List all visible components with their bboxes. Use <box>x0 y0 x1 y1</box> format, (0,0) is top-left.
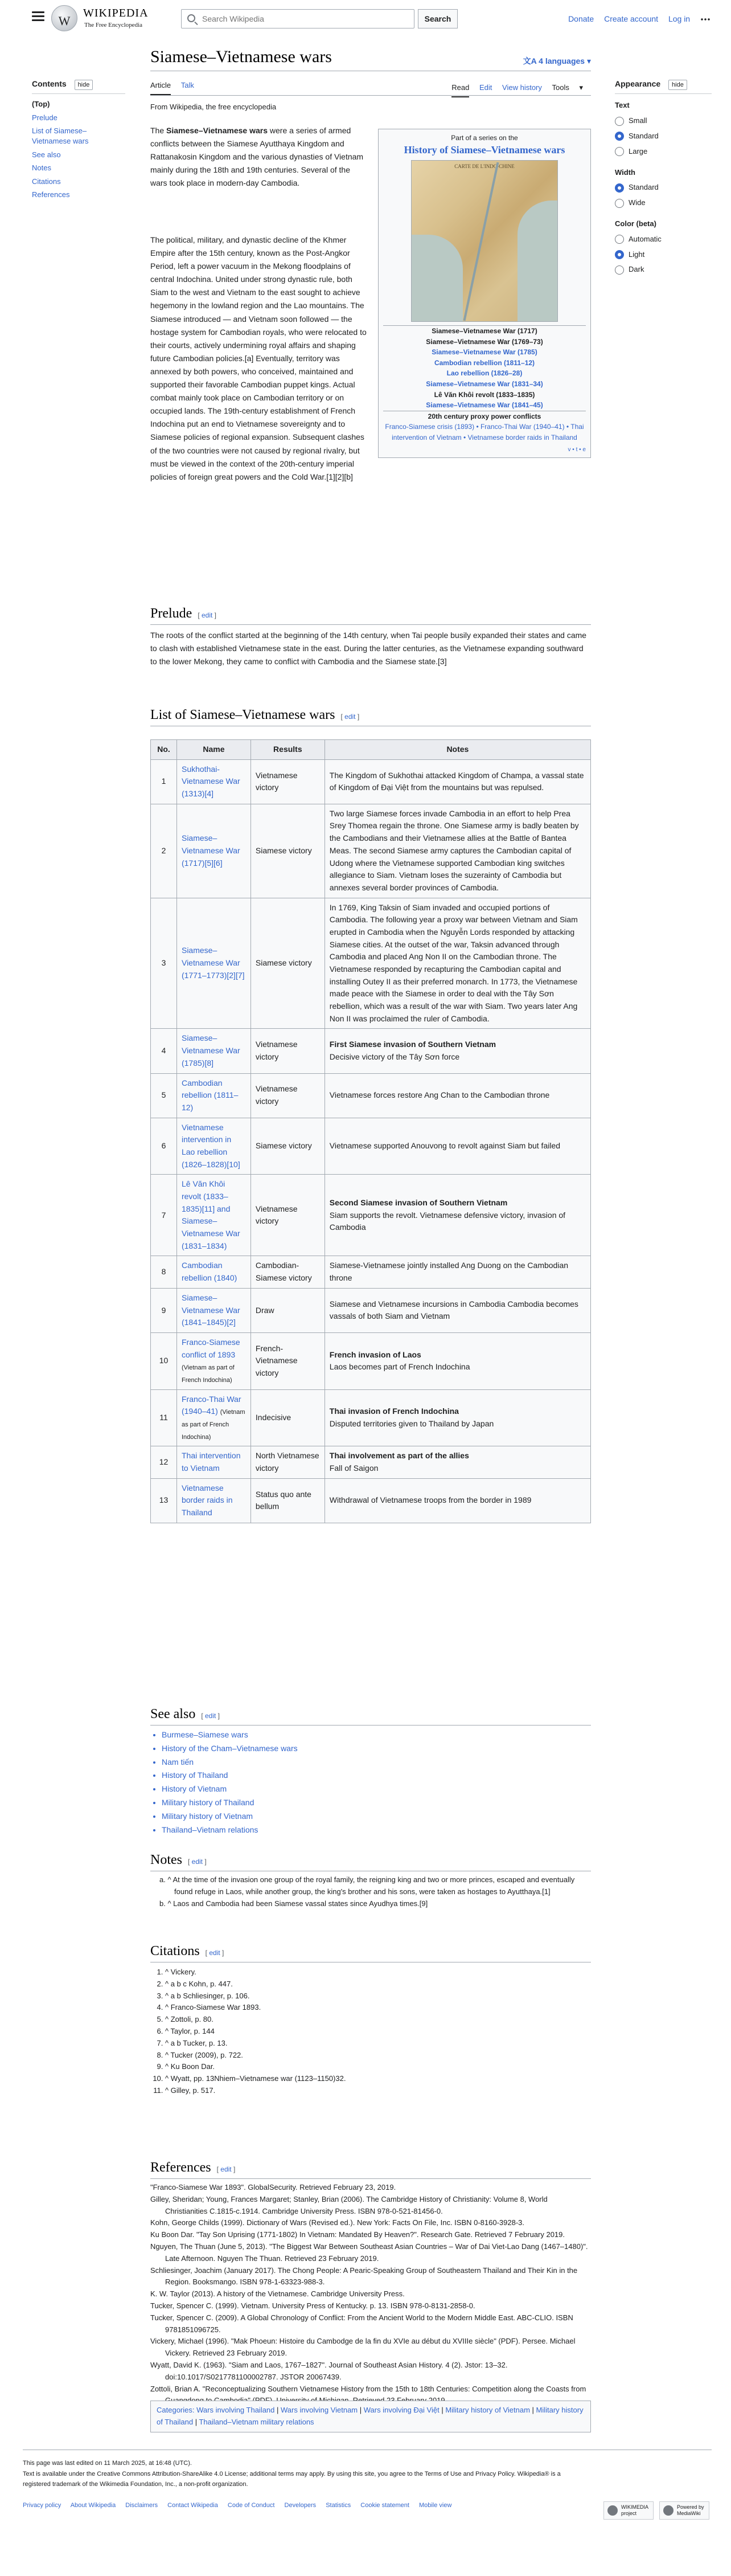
intro-paragraph-2: The political, military, and dynastic decline of the Khmer Empire after the 15th century, known as the Post-Angkor Period, left a power vacuum in the Mekong floodplains of central Indochina. United under strong dynastic rule, both Siam to the west and Vietnam to the east sought to achieve hegemony in the lowland region and the Lao mountains. The Siamese introduced — and Vietnam soon followed — the hostage system for Cambodian royals, who were relocated to their courts, actively undermining royal affairs and shaping future Cambodian policies.[a] Eventually, territory was annexed by both powers, who conceived, maintained and supported their favorable Cambodian puppet kings. Actual combat mainly took place on Cambodian territory or on occupied lands. The 19th-century establishment of French Indochina put an end to Vietnamese sovereignty and to Siamese policies of regional expansion. Subsequent clashes of the two countries were not caused by regional rivalry, but must be viewed in the context of the 20th-century imperial policies of foreign great powers and the Cold War.[1][2][b] <box>150 235 367 481</box>
footer-link[interactable]: Developers <box>284 2502 317 2509</box>
footer-link[interactable]: Disclaimers <box>125 2502 158 2509</box>
wordmark[interactable]: WIKIPEDIA <box>83 7 149 19</box>
toc-item-notes[interactable]: Notes <box>32 163 51 173</box>
footer-link[interactable]: Mobile view <box>418 2502 452 2509</box>
infobox-map-image[interactable] <box>411 160 558 322</box>
notes-text: In 1769, King Taksin of Siam invaded and occupied portions of Cambodia. The following year a proxy war between Vietnam and Siam erupted in Cambodia when the Nguyễn Lords responded by attacking Siamese cities. At the outset of the war, Taksin advanced through Cambodia and placed Ang Non II on the Cambodian throne. The Vietnamese responded by recapturing the Cambodian capital and installing Outey II as their preferred monarch. In 1773, the Vietnamese made peace with the Siamese in order to deal with the Tây Sơn rebellion, which was a result of the war with Siam. Two years later Ang Non II was proclaimed the ruler of Cambodia. <box>329 902 578 1023</box>
table-row <box>151 1073 591 1118</box>
notes-bold: Second Siamese invasion of Southern Vietnam <box>329 1197 508 1207</box>
see-also-link[interactable]: • Military history of Vietnam <box>162 1810 298 1823</box>
cell-result: Siamese victory <box>250 898 325 1029</box>
toc-item-top[interactable]: (Top) <box>32 100 50 109</box>
language-button[interactable]: 文A 4 languages ▾ <box>523 56 591 66</box>
see-also-link[interactable]: • History of Vietnam <box>162 1782 298 1796</box>
citation-item: 5. ^ Zottoli, p. 80. <box>165 2014 346 2026</box>
tab-edit[interactable]: Edit <box>479 83 492 92</box>
category-link[interactable]: Wars involving Thailand <box>196 2406 275 2414</box>
cell-no: 7 <box>151 1175 177 1256</box>
intro-paragraph-1 <box>150 124 369 190</box>
toc-title: Contents <box>32 79 67 88</box>
cell-result: Vietnamese victory <box>250 1073 325 1118</box>
table-row <box>151 1389 591 1446</box>
infobox-war-item[interactable]: Siamese–Vietnamese War (1841–45) <box>426 401 543 410</box>
cell-no: 10 <box>151 1332 177 1389</box>
cell-notes <box>325 1029 590 1073</box>
notes-list <box>150 1874 591 1909</box>
list-heading: List of Siamese–Vietnamese wars <box>150 708 335 722</box>
column-header[interactable]: Name <box>176 740 250 760</box>
cell-no: 9 <box>151 1288 177 1332</box>
cell-result: Vietnamese victory <box>250 1029 325 1073</box>
section-heading-citations: Citations [ edit ] <box>150 1943 591 1962</box>
war-name-link[interactable]: Cambodian rebellion (1811–12) <box>181 1078 239 1112</box>
see-also-link[interactable]: • History of Thailand <box>162 1769 298 1782</box>
war-name-link[interactable]: Thai intervention to Vietnam <box>181 1451 241 1473</box>
appearance-panel <box>615 77 712 279</box>
search-input[interactable] <box>201 10 406 28</box>
cell-no: 4 <box>151 1029 177 1073</box>
text-small-radio[interactable] <box>615 115 712 127</box>
war-name-link[interactable]: Vietnamese border raids in Thailand <box>181 1483 233 1518</box>
appearance-hide-button[interactable]: hide <box>668 80 687 90</box>
cell-no: 8 <box>151 1256 177 1288</box>
color-light-radio[interactable] <box>615 249 712 261</box>
toc-header <box>32 77 125 94</box>
reference-item: Wyatt, David K. (1963). "Siam and Laos, 1767–1827". Journal of Southeast Asian History. 4 (2). Jstor: 13–32. doi:10.1017/S0217781100002787. JSTOR 20067439. <box>150 2360 508 2381</box>
page-title: Siamese–Vietnamese wars <box>150 47 591 71</box>
cell-notes <box>325 1288 590 1332</box>
section-heading-references: References [ edit ] <box>150 2159 591 2179</box>
radio-label: Wide <box>629 198 646 207</box>
citations-heading: Citations <box>150 1944 200 1958</box>
tab-tools[interactable]: Tools ▾ <box>552 77 584 99</box>
notes-bold: Thai involvement as part of the allies <box>329 1451 469 1461</box>
tab-talk[interactable]: Talk <box>180 81 194 89</box>
reference-item: Ku Boon Dar. "Tay Son Uprising (1771-1802) In Vietnam: Mandated By Heaven?". Research Gate. Retrieved 7 February 2019. <box>150 2230 565 2239</box>
references-list <box>150 2182 591 2407</box>
table-row <box>151 1118 591 1175</box>
cell-notes <box>325 1446 590 1478</box>
category-link[interactable]: Wars involving Đại Việt <box>363 2406 440 2414</box>
radio-label: Small <box>629 116 647 125</box>
section-heading-prelude: Prelude [ edit ] <box>150 605 591 625</box>
cell-notes <box>325 898 590 1029</box>
cell-result: Status quo ante bellum <box>250 1478 325 1523</box>
table-row <box>151 1478 591 1523</box>
cell-no: 1 <box>151 759 177 804</box>
cell-notes <box>325 1389 590 1446</box>
war-name-link[interactable]: Vietnamese intervention in Lao rebellion (1826–1828)[10] <box>181 1122 240 1169</box>
citation-item: 11. ^ Gilley, p. 517. <box>165 2085 346 2097</box>
table-row <box>151 1256 591 1288</box>
table-row <box>151 1332 591 1389</box>
toc-hide-button[interactable]: hide <box>75 80 93 90</box>
see-also-heading: See also <box>150 1707 196 1722</box>
page-footer <box>23 2450 712 2516</box>
notes-text: Fall of Saigon <box>329 1463 379 1473</box>
edit-link[interactable]: edit <box>201 611 213 619</box>
cell-no: 13 <box>151 1478 177 1523</box>
infobox-war-item[interactable]: Lao rebellion (1826–28) <box>446 369 523 378</box>
mediawiki-badge[interactable]: Powered by MediaWiki <box>659 2501 709 2520</box>
cell-name <box>176 1446 250 1478</box>
radio-label: Large <box>629 146 648 156</box>
intro-text: The <box>150 126 167 135</box>
categories-label[interactable]: Categories: <box>157 2406 195 2414</box>
cell-result: Draw <box>250 1288 325 1332</box>
war-name-link[interactable]: Siamese–Vietnamese War (1841–1845)[2] <box>181 1293 240 1327</box>
war-name-note: (Vietnam as part of French Indochina) <box>181 1409 245 1441</box>
edit-link[interactable]: edit <box>204 1712 216 1720</box>
appearance-header <box>615 77 712 94</box>
categories-box: Categories: Wars involving Thailand | Wars involving Vietnam | Wars involving Đại Việt | Military history of Vietnam | Military history of Thailand | Thailand–Vietnam military relations <box>150 2401 591 2432</box>
cell-no: 6 <box>151 1118 177 1175</box>
see-also-link[interactable]: • History of the Cham–Vietnamese wars <box>162 1742 298 1756</box>
cell-name <box>176 898 250 1029</box>
cell-notes <box>325 804 590 898</box>
category-link[interactable]: Wars involving Vietnam <box>281 2406 358 2414</box>
last-edited: This page was last edited on 11 March 2025, at 16:48 (UTC). <box>23 2460 192 2467</box>
infobox-war-item[interactable]: Siamese–Vietnamese War (1785) <box>432 348 537 357</box>
infobox-war-item[interactable]: Cambodian rebellion (1811–12) <box>434 358 535 367</box>
radio-label: Automatic <box>629 234 662 243</box>
notes-text: Vietnamese supported Anouvong to revolt against Siam but failed <box>329 1141 561 1151</box>
create-account-link[interactable]: Create account <box>604 14 659 23</box>
color-automatic-radio[interactable] <box>615 234 712 246</box>
category-link[interactable]: Thailand–Vietnam military relations <box>199 2417 314 2426</box>
notes-text: Siamese and Vietnamese incursions in Cambodia Cambodia becomes vassals of both Siam and Vietnam <box>329 1299 578 1321</box>
main-menu-icon[interactable] <box>32 11 44 22</box>
war-name-link[interactable]: Siamese–Vietnamese War (1785)[8] <box>181 1033 240 1068</box>
intro-text: were a series of armed conflicts between the Siamese Ayutthaya Kingdom and Rattanakosin Kingdom and the various dynasties of Vietnam mainly during the 18th and 19th centuries. Several of the wars took place in modern-day Cambodia. <box>150 126 364 188</box>
cell-result: Vietnamese victory <box>250 759 325 804</box>
see-also-link[interactable]: • Thailand–Vietnam relations <box>162 1823 298 1837</box>
infobox-war-item[interactable]: Siamese–Vietnamese War (1831–34) <box>426 379 543 388</box>
toc-item-citations[interactable]: Citations <box>32 177 61 186</box>
wikipedia-globe-logo[interactable] <box>51 5 77 31</box>
text-large-radio[interactable] <box>615 146 712 158</box>
cell-name <box>176 1288 250 1332</box>
table-row <box>151 1446 591 1478</box>
column-header[interactable]: No. <box>151 740 177 760</box>
search-icon <box>187 14 195 22</box>
from-wikipedia: From Wikipedia, the free encyclopedia <box>150 103 277 111</box>
tools-label: Tools <box>552 83 569 92</box>
notes-text: Decisive victory of the Tây Sơn force <box>329 1052 460 1061</box>
footer-link[interactable]: Cookie statement <box>360 2502 409 2509</box>
cell-name <box>176 1389 250 1446</box>
citations-list <box>150 1966 346 2097</box>
wars-table <box>150 739 591 1523</box>
cell-name <box>176 1175 250 1256</box>
license-text: Text is available under the Creative Commons Attribution-ShareAlike 4.0 License; additional terms may apply. By using this site, you agree to the Terms of Use and Privacy Policy. Wikipedia® is a registered trademark of the Wikimedia Foundation, Inc., a non-profit organization. <box>23 2470 561 2488</box>
category-link[interactable]: Military history of Thailand <box>157 2406 584 2426</box>
table-row <box>151 759 591 804</box>
cell-notes <box>325 1478 590 1523</box>
infobox-war-item[interactable]: Siamese–Vietnamese War (1717) <box>432 326 537 335</box>
footer-link[interactable]: Statistics <box>326 2502 351 2509</box>
cell-notes <box>325 1332 590 1389</box>
cell-no: 2 <box>151 804 177 898</box>
reference-item: "Franco-Siamese War 1893". GlobalSecurity. Retrieved February 23, 2019. <box>150 2183 396 2191</box>
citation-item: 4. ^ Franco-Siamese War 1893. <box>165 2002 346 2014</box>
cell-name <box>176 1478 250 1523</box>
cell-result: French-Vietnamese victory <box>250 1332 325 1389</box>
text-size-label: Text <box>615 101 630 110</box>
infobox-vte-links[interactable]: v • t • e <box>568 446 586 453</box>
references-heading: References <box>150 2160 211 2175</box>
width-label: Width <box>615 167 635 177</box>
war-name-link[interactable]: Franco-Thai War (1940–41) <box>181 1394 241 1416</box>
search-button[interactable]: Search <box>418 9 458 28</box>
notes-text: Siam supports the revolt. Vietnamese defensive victory, invasion of Cambodia <box>329 1210 566 1232</box>
radio-label: Dark <box>629 265 644 274</box>
edit-link[interactable]: edit <box>209 1949 220 1957</box>
citation-item: 7. ^ a b Tucker, p. 13. <box>165 2038 346 2050</box>
toc-item-references[interactable]: References <box>32 190 70 199</box>
notes-text: Withdrawal of Vietnamese troops from the border in 1989 <box>329 1495 532 1505</box>
reference-item: Zottoli, Brian A. "Reconceptualizing Southern Vietnamese History from the 15th to 18th Centuries: Competition along the Coasts from <box>150 2384 586 2393</box>
table-row <box>151 1175 591 1256</box>
war-name-link[interactable]: Franco-Siamese conflict of 1893 <box>181 1337 240 1359</box>
series-infobox <box>378 129 591 458</box>
infobox-wars-list <box>383 325 586 411</box>
cell-no: 5 <box>151 1073 177 1118</box>
edit-link[interactable]: edit <box>220 2165 232 2173</box>
infobox-title[interactable]: History of Siamese–Vietnamese wars <box>404 144 565 156</box>
citation-item: 10. ^ Wyatt, pp. 13Nhiem–Vietnamese war (1123–1150)32. <box>165 2073 346 2085</box>
log-in-link[interactable]: Log in <box>668 14 691 23</box>
tab-read[interactable]: Read <box>451 80 469 97</box>
footer-link[interactable]: Code of Conduct <box>227 2502 275 2509</box>
notes-text: Vietnamese forces restore Ang Chan to the Cambodian throne <box>329 1090 550 1100</box>
radio-label: Light <box>629 250 645 259</box>
reference-item: Nguyen, The Thuan (June 5, 2013). "The Biggest War Between Southeast Asian Countries – War of Dai Viet-Lao Dang (1467–1480)". Late Afternoon. Nguyen The Thuan. Retrieved 23 February 2019. <box>150 2242 588 2263</box>
infobox-proxy-list[interactable]: Franco-Siamese crisis (1893) • Franco-Thai War (1940–41) • Thai intervention of Vietnam • Vietnamese border raids in Thailand <box>385 423 584 441</box>
footer-link[interactable]: About Wikipedia <box>70 2502 116 2509</box>
war-name-link[interactable]: Lê Văn Khôi revolt (1833–1835)[11] and Siamese–Vietnamese War (1831–1834) <box>181 1179 240 1250</box>
cell-name <box>176 1029 250 1073</box>
notes-text: Siamese-Vietnamese jointly installed Ang Duong on the Cambodian throne <box>329 1261 569 1283</box>
cell-notes <box>325 1175 590 1256</box>
prelude-heading: Prelude <box>150 606 192 621</box>
table-row <box>151 898 591 1029</box>
cell-result: North Vietnamese victory <box>250 1446 325 1478</box>
footer-link[interactable]: Privacy policy <box>23 2502 61 2509</box>
infobox-proxy-heading: 20th century proxy power conflicts <box>383 411 586 422</box>
cell-name <box>176 1256 250 1288</box>
text-standard-radio[interactable] <box>615 130 712 142</box>
reference-item: Tucker, Spencer C. (2009). A Global Chronology of Conflict: From the Ancient World to the Modern Middle East. ABC-CLIO. ISBN 9781851096725. <box>150 2313 573 2334</box>
edit-link[interactable]: edit <box>344 713 356 721</box>
radio-label: Standard <box>629 131 659 140</box>
width-standard-radio[interactable] <box>615 182 712 194</box>
more-options-icon[interactable] <box>700 18 711 21</box>
note-item: a. ^ At the time of the invasion one group of the royal family, the reigning king and two or more princes, escaped and eventually found refuge in Laos, while another group, the king's brother and his sons, were taken as hostages to Ayutthaya.[1] <box>159 1875 575 1896</box>
intro-bold-title: Siamese–Vietnamese wars <box>166 126 268 135</box>
cell-notes <box>325 1073 590 1118</box>
column-header[interactable]: Notes <box>325 740 590 760</box>
table-row <box>151 1029 591 1073</box>
color-label: Color (beta) <box>615 219 656 228</box>
cell-no: 12 <box>151 1446 177 1478</box>
toc-item-list[interactable]: List of Siamese–Vietnamese wars <box>32 126 89 146</box>
reference-item: K. W. Taylor (2013). A history of the Vietnamese. Cambridge University Press. <box>150 2289 405 2299</box>
cell-name <box>176 1073 250 1118</box>
category-link[interactable]: Military history of Vietnam <box>445 2406 530 2414</box>
notes-text: The Kingdom of Sukhothai attacked Kingdom of Champa, a vassal state of Kingdom of Đại Việt from the mountains but was repulsed. <box>329 770 584 792</box>
cell-name <box>176 759 250 804</box>
cell-result: Indecisive <box>250 1389 325 1446</box>
appearance-title: Appearance <box>615 79 661 88</box>
prelude-paragraph: The roots of the conflict started at the beginning of the 14th century, when Tai people busily expanded their states and came to clash with established Vietnamese state in the east. During the latter centuries, as the Vietnamese expanding southward to the lower Mekong, they came to conflict with Cambodia and the Siamese state.[3] <box>150 631 587 667</box>
infobox-war-item[interactable]: Lê Văn Khôi revolt (1833–1835) <box>434 390 535 399</box>
war-name-note: (Vietnam as part of French Indochina) <box>181 1364 235 1384</box>
search-box <box>181 9 414 28</box>
color-dark-radio[interactable] <box>615 264 712 276</box>
notes-bold: First Siamese invasion of Southern Vietnam <box>329 1040 496 1049</box>
citation-item: 2. ^ a b c Kohn, p. 447. <box>165 1978 346 1990</box>
language-count: 4 languages <box>539 56 585 66</box>
cell-notes <box>325 759 590 804</box>
citation-item: 6. ^ Taylor, p. 144 <box>165 2026 346 2038</box>
footer-link[interactable]: Contact Wikipedia <box>167 2502 218 2509</box>
citation-item: 1. ^ Vickery. <box>165 1966 346 1978</box>
table-row <box>151 804 591 898</box>
reference-item: Tucker, Spencer C. (1999). Vietnam. University Press of Kentucky. p. 13. ISBN 978-0-8131-2858-0. <box>150 2301 475 2310</box>
war-name-link[interactable]: Siamese–Vietnamese War (1717)[5][6] <box>181 833 240 868</box>
cell-no: 3 <box>151 898 177 1029</box>
infobox-part-of: Part of a series on the <box>451 134 518 142</box>
cell-name <box>176 1118 250 1175</box>
map-label: CARTE DE L'INDO-CHINE <box>454 163 515 169</box>
notes-heading: Notes <box>150 1853 182 1867</box>
donate-link[interactable]: Donate <box>568 14 594 23</box>
notes-bold: French invasion of Laos <box>329 1350 421 1359</box>
citation-item: 3. ^ a b Schliesinger, p. 106. <box>165 1990 346 2002</box>
note-item: b. ^ Laos and Cambodia had been Siamese vassal states since Ayudhya times.[9] <box>159 1899 428 1908</box>
reference-item: Kohn, George Childs (1999). Dictionary of Wars (Revised ed.). New York: Facts On File, Inc. ISBN 0-8160-3928-3. <box>150 2218 525 2227</box>
tab-view-history[interactable]: View history <box>502 83 542 92</box>
site-header <box>0 0 731 38</box>
cell-result: Cambodian-Siamese victory <box>250 1256 325 1288</box>
war-name-link[interactable]: Sukhothai-Vietnamese War (1313)[4] <box>181 764 240 799</box>
see-also-link[interactable]: • Burmese–Siamese wars <box>162 1728 298 1742</box>
war-name-link[interactable]: Cambodian rebellion (1840) <box>181 1261 237 1283</box>
see-also-link[interactable]: • Military history of Thailand <box>162 1796 298 1810</box>
page-tabs <box>150 77 591 96</box>
table-row <box>151 1288 591 1332</box>
cell-result: Vietnamese victory <box>250 1175 325 1256</box>
reference-item: Vickery, Michael (1996). "Mak Phoeun: Histoire du Cambodge de la fin du XVIe au début du XVIIIe siècle" (PDF). Persee. Michael Vickery. Retrieved 23 February 2019. <box>150 2337 576 2358</box>
column-header[interactable]: Results <box>250 740 325 760</box>
user-links <box>560 13 711 25</box>
cell-result: Siamese victory <box>250 804 325 898</box>
tagline: The Free Encyclopedia <box>84 22 143 28</box>
cell-result: Siamese victory <box>250 1118 325 1175</box>
infobox-war-item[interactable]: Siamese–Vietnamese War (1769–73) <box>426 337 543 346</box>
toc-item-see-also[interactable]: See also <box>32 150 61 159</box>
cell-no: 11 <box>151 1389 177 1446</box>
cell-notes <box>325 1118 590 1175</box>
notes-text: Two large Siamese forces invade Cambodia in an effort to help Prea Srey Thomea regain the throne. One Siamese army is badly beaten by the Cambodians and their Vietnamese allies at the Battle of Bantea Meas. The second Siamese army captures the Cambodian capital of Udong where the Vietnamese supported Cambodian king switches allegiance to Siam. Vietnam loses the suzerainty of Cambodia but annexes several border provinces of Cambodia. <box>329 808 579 892</box>
section-heading-see-also: See also [ edit ] <box>150 1706 591 1725</box>
section-heading-list: List of Siamese–Vietnamese wars [ edit ] <box>150 706 591 726</box>
cell-notes <box>325 1256 590 1288</box>
cell-name <box>176 1332 250 1389</box>
see-also-link[interactable]: • Nam tiến <box>162 1756 298 1769</box>
citation-item: 8. ^ Tucker (2009), p. 722. <box>165 2050 346 2062</box>
notes-bold: Thai invasion of French Indochina <box>329 1406 459 1416</box>
citation-item: 9. ^ Ku Boon Dar. <box>165 2061 346 2073</box>
notes-text: Laos becomes part of French Indochina <box>329 1362 470 1372</box>
section-heading-notes: Notes [ edit ] <box>150 1851 591 1871</box>
edit-link[interactable]: edit <box>191 1858 203 1866</box>
reference-item: Gilley, Sheridan; Young, Frances Margaret; Stanley, Brian (2006). The Cambridge History of Christianity: Volume 8, World Christianities C.1815-c.1914. Cambridge University Press. ISBN 978-0-521-81456-0. <box>150 2194 548 2215</box>
war-name-link[interactable]: Siamese–Vietnamese War (1771–1773)[2][7] <box>181 946 245 980</box>
toc-item-prelude[interactable]: Prelude <box>32 113 58 122</box>
radio-label: Standard <box>629 183 659 192</box>
table-of-contents <box>32 77 125 202</box>
notes-text: Disputed territories given to Thailand by Japan <box>329 1419 494 1428</box>
wikimedia-badge[interactable]: WIKIMEDIA project <box>603 2501 654 2520</box>
width-wide-radio[interactable] <box>615 197 712 209</box>
tab-article[interactable]: Article <box>150 77 171 95</box>
reference-item: Schliesinger, Joachim (January 2017). The Chong People: A Pearic-Speaking Group of Southeastern Thailand and Their Kin in the Region. Booksmango. ISBN 978-1-63323-988-3. <box>150 2266 578 2287</box>
cell-name <box>176 804 250 898</box>
see-also-list <box>150 1728 298 1837</box>
